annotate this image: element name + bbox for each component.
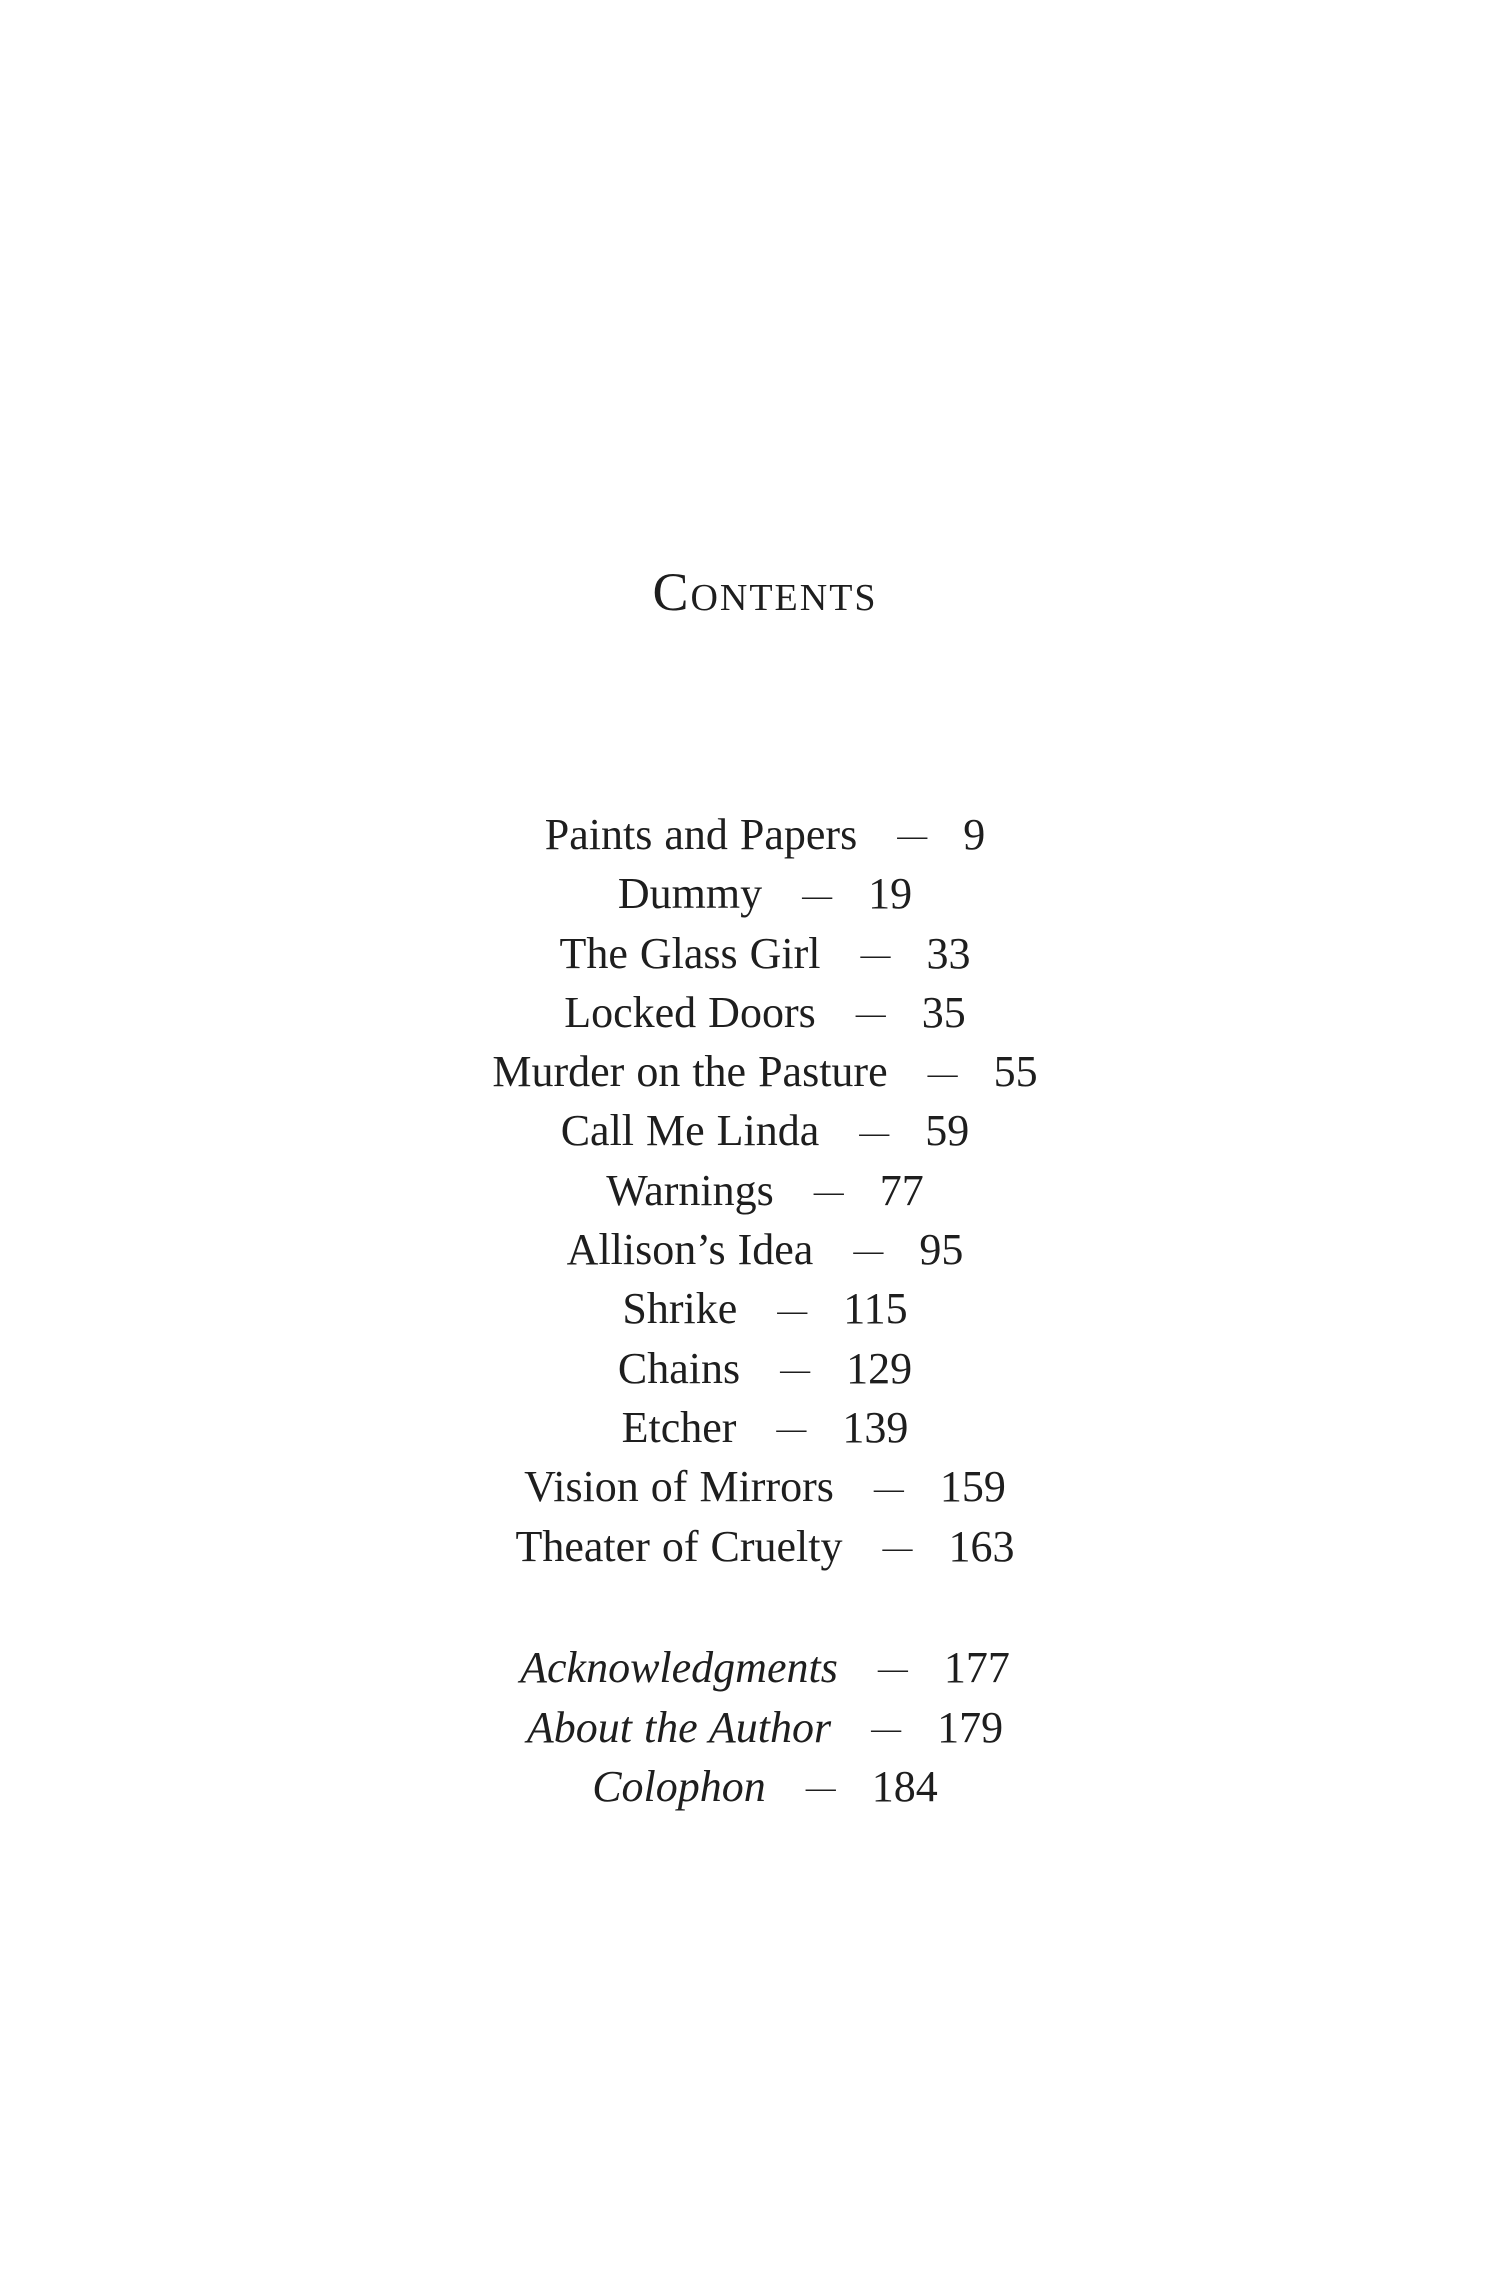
- toc-entry: [0, 1517, 1500, 1576]
- entry-title: Dummy: [617, 869, 763, 919]
- toc-entry: [0, 1042, 1500, 1101]
- entry-separator: —: [877, 1652, 908, 1686]
- entry-page-number: 19: [868, 869, 913, 919]
- toc-entry: [0, 1757, 1500, 1817]
- toc-entry: [0, 1398, 1500, 1457]
- entry-page-number: 77: [879, 1165, 924, 1215]
- entry-page-number: 55: [993, 1047, 1038, 1097]
- entry-title: The Glass Girl: [559, 928, 821, 978]
- entry-separator: —: [776, 1412, 807, 1446]
- entry-page-number: 163: [948, 1521, 1015, 1571]
- entry-page-number: 35: [921, 987, 966, 1037]
- toc-entry: [0, 1457, 1500, 1516]
- entry-page-number: 95: [919, 1225, 964, 1275]
- entry-page-number: 184: [871, 1762, 938, 1811]
- entry-separator: —: [802, 878, 833, 912]
- entry-title: Locked Doors: [564, 987, 816, 1037]
- entry-separator: —: [813, 1175, 844, 1209]
- entry-title: Theater of Cruelty: [515, 1521, 843, 1571]
- toc-entry: [0, 1339, 1500, 1398]
- entry-page-number: 33: [926, 928, 971, 978]
- entry-separator: —: [853, 1234, 884, 1268]
- entry-separator: —: [927, 1056, 958, 1090]
- entry-separator: —: [860, 938, 891, 971]
- entry-separator: —: [897, 819, 928, 853]
- entry-separator: —: [873, 1471, 904, 1505]
- entry-title: About the Author: [526, 1702, 832, 1752]
- toc-entry: [0, 1161, 1500, 1220]
- toc-entry: [0, 1279, 1500, 1338]
- entry-title: Acknowledgments: [520, 1643, 838, 1692]
- entry-separator: —: [871, 1711, 902, 1745]
- entry-title: Murder on the Pasture: [492, 1047, 888, 1097]
- entry-title: Paints and Papers: [544, 810, 858, 859]
- entry-title: Colophon: [592, 1762, 766, 1811]
- entry-separator: —: [855, 997, 886, 1031]
- entry-title: Shrike: [622, 1284, 738, 1334]
- entry-page-number: 159: [939, 1462, 1006, 1512]
- entry-page-number: 129: [846, 1343, 913, 1393]
- toc-entry: [0, 1220, 1500, 1279]
- entry-page-number: 179: [937, 1702, 1004, 1752]
- contents-heading: Contents: [652, 562, 878, 622]
- toc-entry: [0, 864, 1500, 923]
- entry-separator: —: [859, 1115, 890, 1149]
- entry-separator: —: [780, 1353, 811, 1387]
- toc-entry: [0, 924, 1500, 983]
- toc-entry: [0, 1638, 1500, 1698]
- entry-page-number: 177: [943, 1643, 1010, 1692]
- back-matter-list: [0, 1638, 1500, 1817]
- entry-page-number: 59: [925, 1106, 970, 1156]
- entry-title: Call Me Linda: [560, 1106, 820, 1156]
- entry-separator: —: [882, 1530, 913, 1564]
- entry-title: Etcher: [621, 1402, 737, 1452]
- chapter-list: [0, 805, 1500, 1576]
- entry-title: Allison’s Idea: [566, 1225, 814, 1275]
- toc-entry: [0, 1101, 1500, 1160]
- toc-entry: [0, 1698, 1500, 1758]
- entry-page-number: 9: [963, 810, 986, 859]
- entry-page-number: 115: [843, 1284, 908, 1334]
- entry-page-number: 139: [842, 1402, 909, 1452]
- entry-separator: —: [805, 1771, 836, 1805]
- entry-title: Warnings: [606, 1165, 774, 1215]
- toc-entry: [0, 805, 1500, 864]
- entry-separator: —: [777, 1293, 808, 1327]
- entry-title: Vision of Mirrors: [524, 1462, 834, 1512]
- entry-title: Chains: [617, 1343, 741, 1393]
- toc-entry: [0, 983, 1500, 1042]
